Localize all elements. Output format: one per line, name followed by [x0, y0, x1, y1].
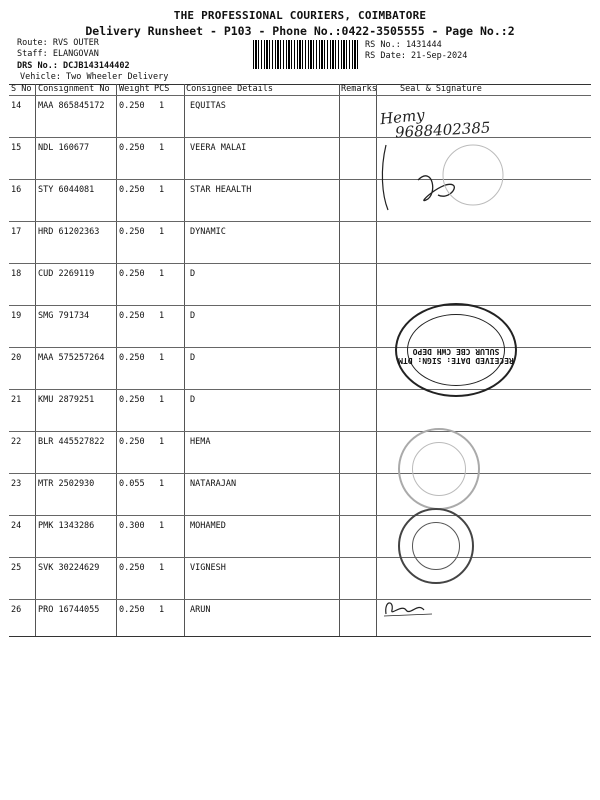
college-stamp-hospital — [398, 428, 480, 510]
runsheet-subtitle: Delivery Runsheet - P103 - Phone No.:0422-3505555 - Page No.:2 — [85, 24, 515, 38]
cell-weight: 0.250 — [119, 101, 145, 111]
table-bottom-rule — [9, 636, 591, 637]
cell-pcs: 1 — [159, 521, 165, 531]
table-row — [9, 95, 591, 138]
cell-weight: 0.250 — [119, 605, 145, 615]
table-row — [9, 473, 591, 516]
table-row — [9, 221, 591, 264]
received-stamp — [395, 303, 517, 397]
cell-sno: 22 — [11, 437, 22, 447]
cell-pcs: 1 — [159, 227, 165, 237]
cell-consignee: DYNAMIC — [190, 227, 226, 237]
cell-weight: 0.250 — [119, 563, 145, 573]
cell-weight: 0.250 — [119, 185, 145, 195]
cell-pcs: 1 — [159, 479, 165, 489]
cell-consignee: MOHAMED — [190, 521, 226, 531]
cell-sno: 23 — [11, 479, 22, 489]
staff-label: Staff: ELANGOVAN — [17, 49, 99, 59]
cell-sno: 17 — [11, 227, 22, 237]
cell-sno: 25 — [11, 563, 22, 573]
cell-pcs: 1 — [159, 185, 165, 195]
cell-consignment: PRO 16744055 — [38, 605, 100, 615]
col-weight: Weight — [119, 84, 150, 94]
cell-weight: 0.250 — [119, 227, 145, 237]
cell-consignee: D — [190, 311, 196, 321]
cell-weight: 0.055 — [119, 479, 145, 489]
route-label: Route: RVS OUTER — [17, 38, 99, 48]
cell-consignee: VEERA MALAI — [190, 143, 247, 153]
col-seal: Seal & Signature — [400, 84, 482, 94]
cell-consignee: EQUITAS — [190, 101, 226, 111]
handwritten-name: Hemy — [379, 105, 426, 129]
company-title: THE PROFESSIONAL COURIERS, COIMBATORE — [173, 9, 427, 22]
cell-consignment: MTR 2502930 — [38, 479, 95, 489]
college-stamp-engineering — [398, 508, 474, 584]
cell-pcs: 1 — [159, 563, 165, 573]
cell-sno: 15 — [11, 143, 22, 153]
cell-consignee: VIGNESH — [190, 563, 226, 573]
cell-weight: 0.300 — [119, 521, 145, 531]
cell-consignment: SVK 30224629 — [38, 563, 100, 573]
col-consignee: Consignee Details — [186, 84, 273, 94]
cell-weight: 0.250 — [119, 395, 145, 405]
handwritten-phone: 9688402385 — [394, 118, 491, 142]
cell-sno: 18 — [11, 269, 22, 279]
rs-number: RS No.: 1431444 — [365, 40, 442, 50]
cell-consignment: BLR 445527822 — [38, 437, 105, 447]
table-row — [9, 389, 591, 432]
table-row — [9, 557, 591, 600]
cell-pcs: 1 — [159, 437, 165, 447]
cell-consignee: STAR HEAALTH — [190, 185, 252, 195]
cell-pcs: 1 — [159, 311, 165, 321]
col-pcs: PCS — [154, 84, 170, 94]
cell-consignment: MAA 865845172 — [38, 101, 105, 111]
cell-weight: 0.250 — [119, 311, 145, 321]
cell-consignment: SMG 791734 — [38, 311, 90, 321]
cell-weight: 0.250 — [119, 437, 145, 447]
cell-consignment: CUD 2269119 — [38, 269, 95, 279]
cell-pcs: 1 — [159, 269, 165, 279]
cell-consignment: MAA 575257264 — [38, 353, 105, 363]
cell-consignee: HEMA — [190, 437, 211, 447]
cell-sno: 26 — [11, 605, 22, 615]
col-remarks: Remarks — [341, 84, 377, 94]
table-row — [9, 431, 591, 474]
table-row — [9, 263, 591, 306]
col-consignment: Consignment No — [38, 84, 110, 94]
cell-weight: 0.250 — [119, 143, 145, 153]
cell-consignment: KMU 2879251 — [38, 395, 95, 405]
col-sno: S No — [11, 84, 32, 94]
cell-weight: 0.250 — [119, 269, 145, 279]
cell-sno: 14 — [11, 101, 22, 111]
table-row — [9, 515, 591, 558]
cell-sno: 24 — [11, 521, 22, 531]
cell-pcs: 1 — [159, 605, 165, 615]
barcode — [253, 40, 359, 69]
cell-consignee: ARUN — [190, 605, 211, 615]
cell-consignee: D — [190, 395, 196, 405]
cell-sno: 19 — [11, 311, 22, 321]
signature-row26 — [380, 596, 440, 620]
stamp-text: RECEIVED DATE: SIGN: DTM SULUR CBE CWH DEPO — [398, 347, 514, 365]
vehicle-label: Vehicle: Two Wheeler Delivery — [20, 72, 169, 82]
cell-pcs: 1 — [159, 143, 165, 153]
drs-number: DRS No.: DCJB143144402 — [17, 61, 130, 71]
rs-date: RS Date: 21-Sep-2024 — [365, 51, 468, 61]
cell-consignment: HRD 61202363 — [38, 227, 100, 237]
cell-sno: 20 — [11, 353, 22, 363]
cell-pcs: 1 — [159, 353, 165, 363]
cell-sno: 16 — [11, 185, 22, 195]
cell-consignment: NDL 160677 — [38, 143, 90, 153]
cell-pcs: 1 — [159, 101, 165, 111]
cell-pcs: 1 — [159, 395, 165, 405]
cell-consignee: NATARAJAN — [190, 479, 237, 489]
cell-consignee: D — [190, 353, 196, 363]
cell-consignee: D — [190, 269, 196, 279]
signature-row15-16 — [378, 140, 518, 215]
cell-weight: 0.250 — [119, 353, 145, 363]
cell-consignment: PMK 1343286 — [38, 521, 95, 531]
cell-consignment: STY 6044081 — [38, 185, 95, 195]
cell-sno: 21 — [11, 395, 22, 405]
